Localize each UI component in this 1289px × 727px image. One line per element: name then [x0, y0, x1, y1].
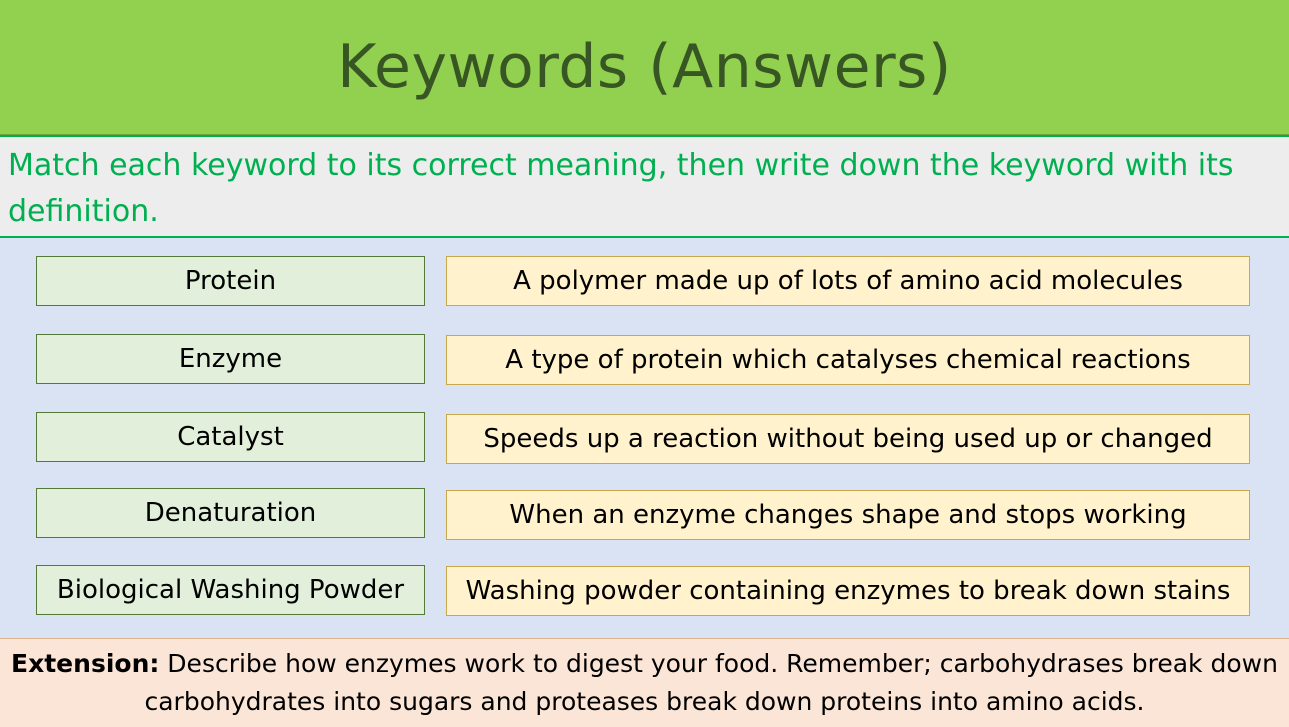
instructions-text: Match each keyword to its correct meaning, then write down the keyword with its definition.	[8, 148, 1234, 229]
extension-body: Describe how enzymes work to digest your food. Remember; carbohydrases break down carbohydrates into sugars and proteases break down proteins into amino acids.	[144, 649, 1278, 716]
title-bar	[0, 0, 1289, 135]
definition-box-catalyst[interactable]: Speeds up a reaction without being used up or changed	[446, 414, 1250, 464]
extension-text	[10, 645, 1279, 721]
keyword-box-biological-washing-powder[interactable]: Biological Washing Powder	[36, 565, 425, 615]
extension-panel	[0, 638, 1289, 727]
page-title: Keywords (Answers)	[337, 32, 952, 102]
extension-label: Extension:	[11, 649, 160, 678]
definition-box-biological-washing-powder[interactable]: Washing powder containing enzymes to break down stains	[446, 566, 1250, 616]
definition-box-denaturation[interactable]: When an enzyme changes shape and stops working	[446, 490, 1250, 540]
keyword-box-denaturation[interactable]: Denaturation	[36, 488, 425, 538]
matching-area	[0, 238, 1289, 638]
keyword-box-protein[interactable]: Protein	[36, 256, 425, 306]
keyword-box-catalyst[interactable]: Catalyst	[36, 412, 425, 462]
definition-box-protein[interactable]: A polymer made up of lots of amino acid molecules	[446, 256, 1250, 306]
instructions-panel	[0, 135, 1289, 238]
keyword-box-enzyme[interactable]: Enzyme	[36, 334, 425, 384]
definition-box-enzyme[interactable]: A type of protein which catalyses chemical reactions	[446, 335, 1250, 385]
